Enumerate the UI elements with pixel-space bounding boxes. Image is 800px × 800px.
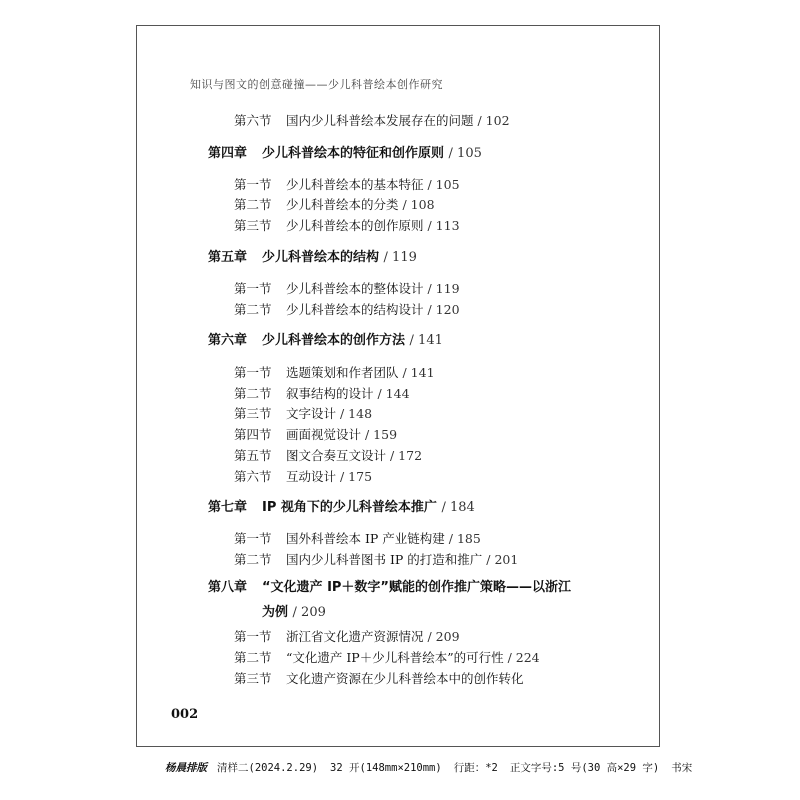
toc-section-7-1[interactable]: 第一节 国外科普绘本 IP 产业链构建 / 185 <box>234 531 481 546</box>
proof-label: 清样二(2024.2.29) <box>217 762 319 774</box>
toc-chapter-8-continuation[interactable]: 为例 / 209 <box>262 605 326 620</box>
leading-label: 行距：*2 <box>453 762 498 774</box>
toc-section-8-1[interactable]: 第一节 浙江省文化遗产资源情况 / 209 <box>234 629 460 644</box>
toc-section-5-1[interactable]: 第一节 少儿科普绘本的整体设计 / 119 <box>234 281 460 296</box>
toc-section-8-2[interactable]: 第二节 “文化遗产 IP＋少儿科普绘本”的可行性 / 224 <box>234 650 540 665</box>
toc-section-5-2[interactable]: 第二节 少儿科普绘本的结构设计 / 120 <box>234 302 460 317</box>
toc-section-4-1[interactable]: 第一节 少儿科普绘本的基本特征 / 105 <box>234 177 460 192</box>
toc-section-6-4[interactable]: 第四节 画面视觉设计 / 159 <box>234 427 398 442</box>
toc-section-6-2[interactable]: 第二节 叙事结构的设计 / 144 <box>234 386 410 401</box>
print-footer <box>165 760 704 775</box>
toc-section-4-3[interactable]: 第三节 少儿科普绘本的创作原则 / 113 <box>234 218 460 233</box>
font-size-label: 正文字号:5 号(30 高×29 字) <box>509 762 660 774</box>
toc-chapter-8[interactable]: 第八章 “文化遗产 IP＋数字”赋能的创作推广策略——以浙江 <box>208 580 571 595</box>
toc-section-7-2[interactable]: 第二节 国内少儿科普图书 IP 的打造和推广 / 201 <box>234 552 519 567</box>
press-mark: 杨晨排版 <box>165 762 207 774</box>
toc-section-6-3[interactable]: 第三节 文字设计 / 148 <box>234 406 373 421</box>
typeface-label: 书宋 <box>671 762 693 774</box>
toc-section-6-1[interactable]: 第一节 选题策划和作者团队 / 141 <box>234 365 435 380</box>
format-label: 32 开(148mm×210mm) <box>330 762 442 774</box>
toc-chapter-6[interactable]: 第六章 少儿科普绘本的创作方法 / 141 <box>208 333 443 348</box>
toc-section-4-2[interactable]: 第二节 少儿科普绘本的分类 / 108 <box>234 197 435 212</box>
toc-section-6-6[interactable]: 第六节 互动设计 / 175 <box>234 469 373 484</box>
toc-section-prev[interactable]: 第六节 国内少儿科普绘本发展存在的问题 / 102 <box>234 113 510 128</box>
toc-chapter-7[interactable]: 第七章 IP 视角下的少儿科普绘本推广 / 184 <box>208 500 475 515</box>
running-head: 知识与图文的创意碰撞——少儿科普绘本创作研究 <box>190 78 443 91</box>
toc-chapter-5[interactable]: 第五章 少儿科普绘本的结构 / 119 <box>208 250 417 265</box>
toc-chapter-4[interactable]: 第四章 少儿科普绘本的特征和创作原则 / 105 <box>208 146 482 161</box>
toc-section-6-5[interactable]: 第五节 图文合奏互文设计 / 172 <box>234 448 423 463</box>
toc-section-8-3[interactable]: 第三节 文化遗产资源在少儿科普绘本中的创作转化 <box>234 671 524 686</box>
page-number: 002 <box>171 707 199 722</box>
